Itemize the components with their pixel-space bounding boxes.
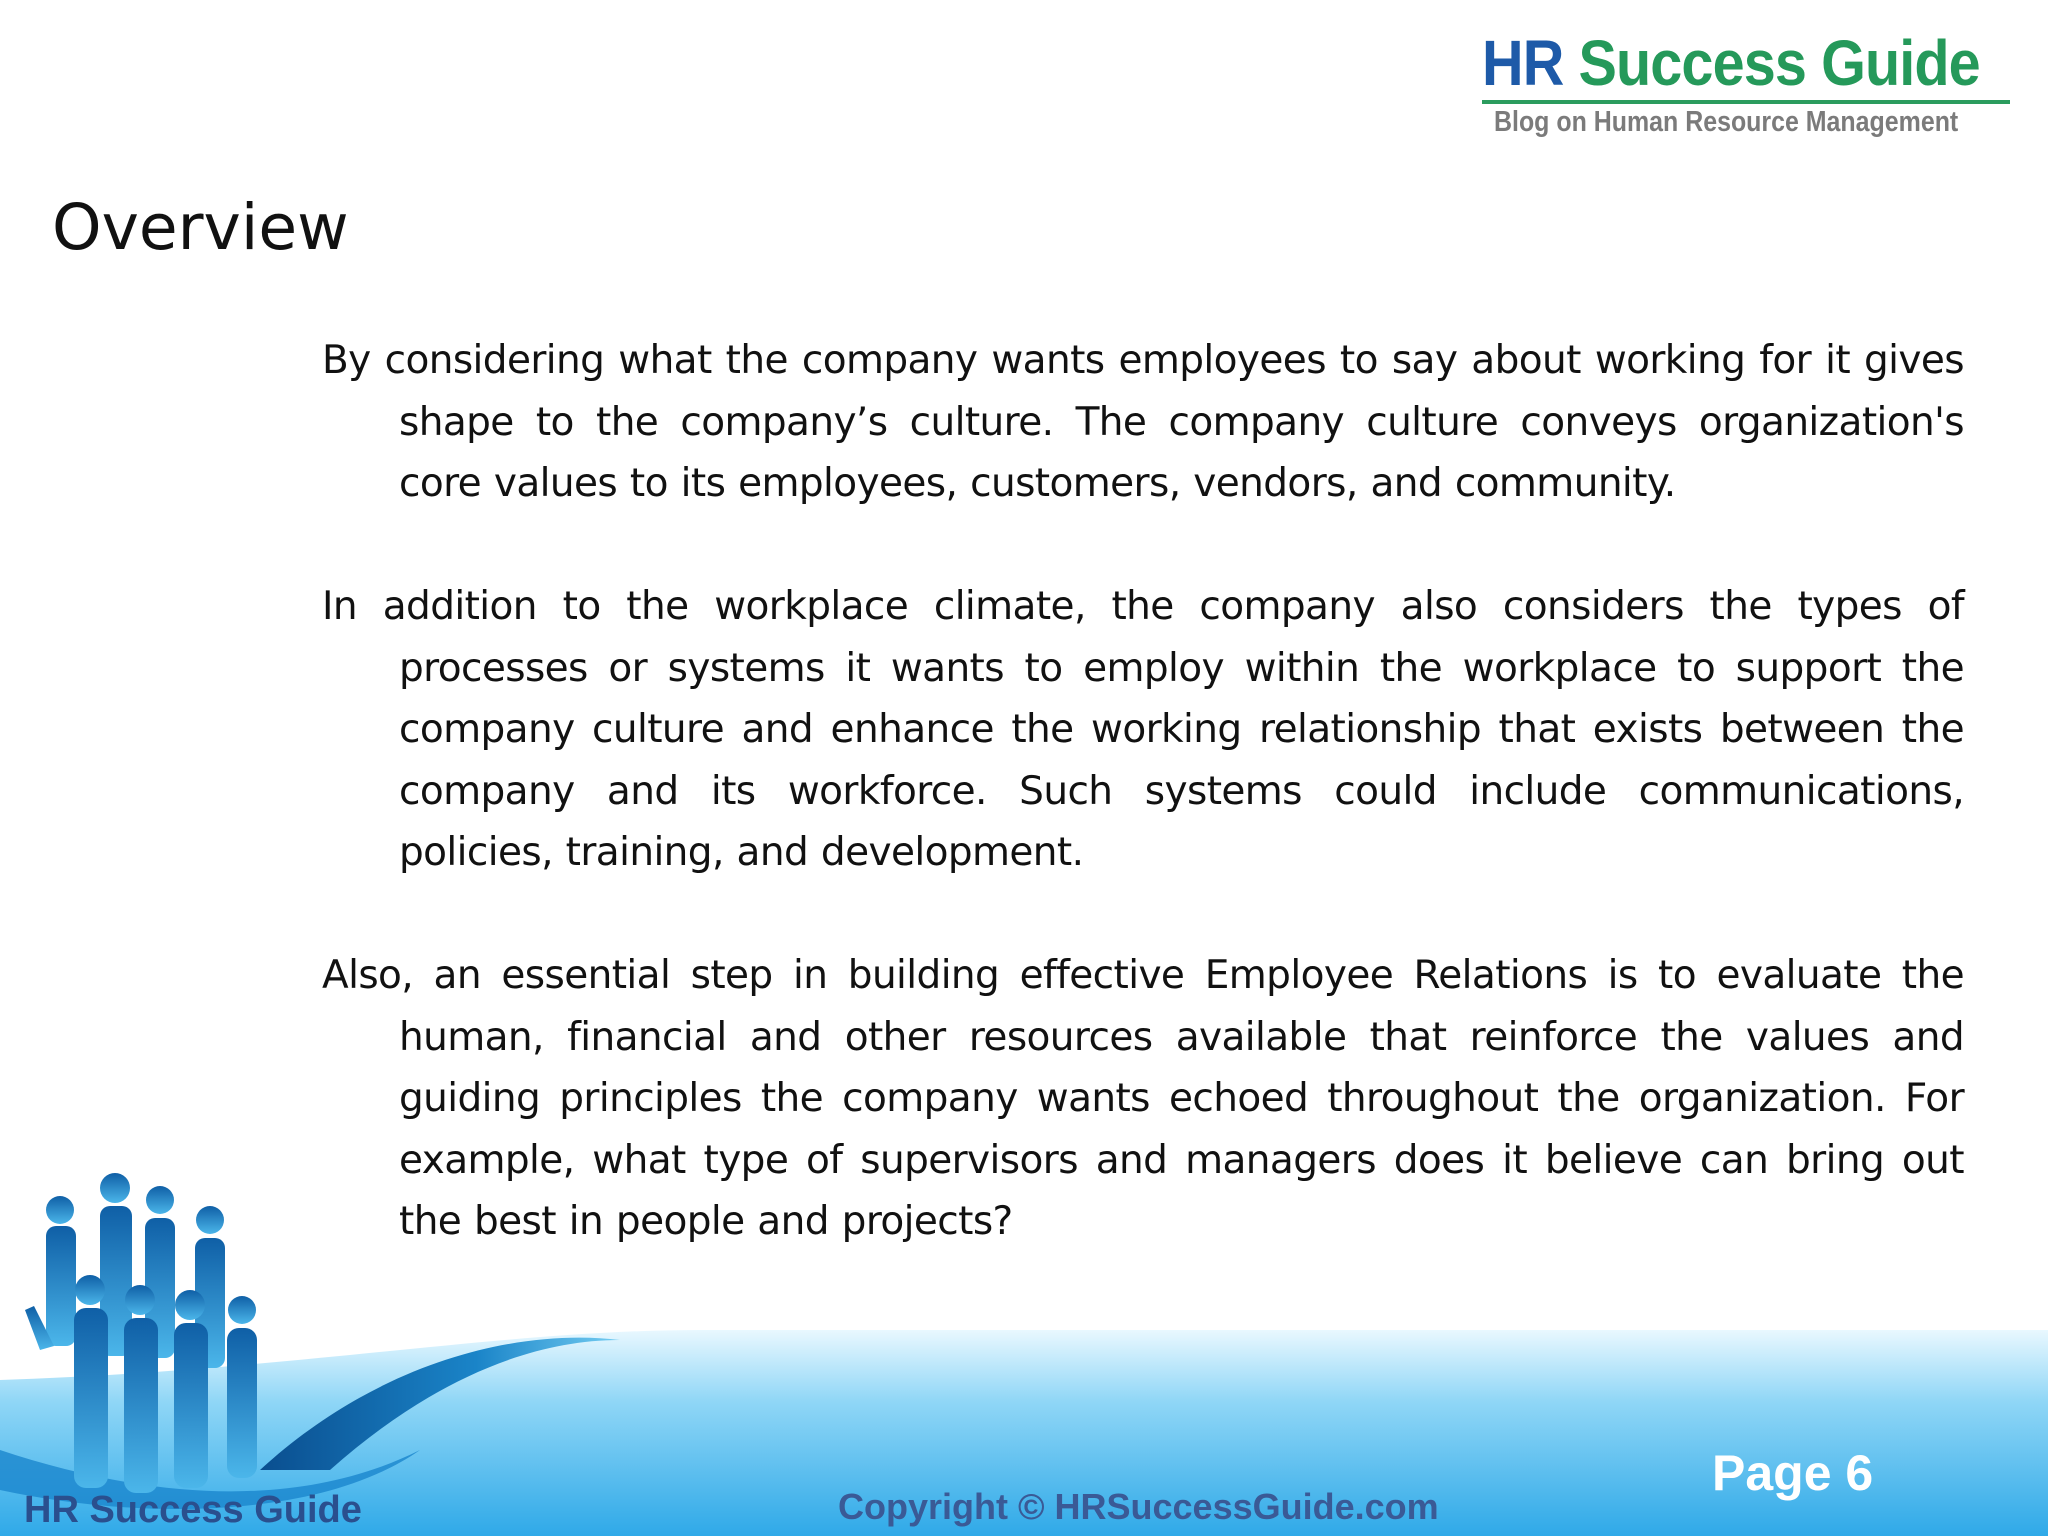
paragraph-resources: Also, an essential step in building effective Employee Relations is to evaluate the human, financial and other resources available that reinforce the values and guiding principles the company wants echoed throughout the organization. For example, what type of supervisors and managers does it believe can bring out the best in people and projects? <box>322 953 1964 1244</box>
paragraph-company-culture: By considering what the company wants employees to say about working for it gives shape to the company’s culture. The company culture conveys organization's core values to its employees, customers, vendors, and community. <box>322 338 1964 506</box>
logo-underline <box>1482 100 2010 104</box>
footer-brand: HR Success Guide <box>24 1489 362 1531</box>
logo-title-hr: HR <box>1482 27 1564 99</box>
logo-title-success-guide: Success Guide <box>1578 27 1980 99</box>
page-title: Overview <box>52 191 349 264</box>
body-content <box>322 330 1964 1314</box>
paragraph-workplace-systems: In addition to the workplace climate, the company also considers the types of processes or systems it wants to employ within the workplace to support the company culture and enhance the working relationship that exists between the company and its workforce. Such systems could include communications, policies, training, and development. <box>322 584 1964 875</box>
page-number: Page 6 <box>1712 1445 1874 1501</box>
logo-subtitle: Blog on Human Resource Management <box>1494 106 1959 138</box>
business-people-image <box>20 1170 300 1536</box>
footer-copyright: Copyright © HRSuccessGuide.com <box>838 1486 1439 1527</box>
logo <box>1482 27 2010 139</box>
logo-title <box>1482 27 1980 99</box>
